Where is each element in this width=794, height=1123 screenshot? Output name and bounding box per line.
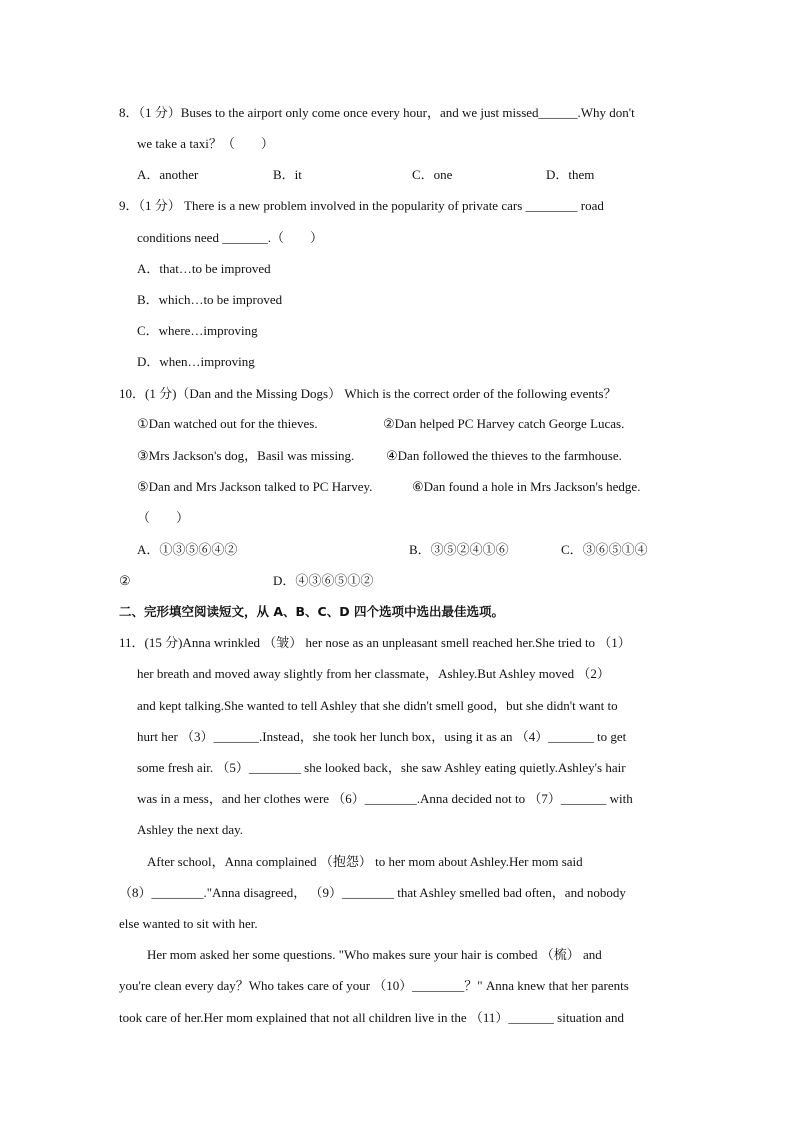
q11-para2-line2: （8）________."Anna disagreed， （9）________ that Ashley smelled bad often，and nobody [119, 885, 626, 900]
q9-option-d: D．when…improving [137, 354, 255, 369]
q10-event-2: ②Dan helped PC Harvey catch George Lucas. [383, 416, 625, 431]
q8-option-c: C．one [412, 167, 453, 182]
q11-para3-line1: Her mom asked her some questions. "Who makes sure your hair is combed （梳） and [147, 947, 602, 962]
q9-option-b: B．which…to be improved [137, 292, 283, 307]
q10-option-c: C．③⑥⑤①④ [561, 542, 648, 557]
q11-line4: hurt her （3）_______.Instead，she took her lunch box，using it as an （4）_______ to get [137, 729, 627, 744]
q11-para3-line2: you're clean every day？Who takes care of your （10）________？" Anna knew that her parents [119, 978, 629, 993]
q8-option-d: D．them [546, 167, 595, 182]
q9-option-c: C．where…improving [137, 323, 258, 338]
q9-option-a: A．that…to be improved [137, 261, 271, 276]
q11-line5: some fresh air. （5）________ she looked back，she saw Ashley eating quietly.Ashley's hair [137, 760, 626, 775]
q10-option-c-cont: ② [119, 573, 131, 588]
q11-line2: her breath and moved away slightly from her classmate，Ashley.But Ashley moved （2） [137, 666, 610, 681]
q9-line1: 9．（1 分） There is a new problem involved in the popularity of private cars ________ road [119, 198, 604, 213]
q10-event-5: ⑤Dan and Mrs Jackson talked to PC Harvey. [137, 479, 373, 494]
q11-line1: 11．(15 分)Anna wrinkled （皱） her nose as an unpleasant smell reached her.She tried to （1） [119, 635, 631, 650]
q11-line7: Ashley the next day. [137, 822, 244, 837]
q10-event-4: ④Dan followed the thieves to the farmhouse. [386, 448, 622, 463]
q8-option-a: A．another [137, 167, 199, 182]
section-heading: 二、完形填空阅读短文，从 A、B、C、D 四个选项中选出最佳选项。 [119, 604, 504, 619]
q10-event-6: ⑥Dan found a hole in Mrs Jackson's hedge. [412, 479, 641, 494]
q11-line3: and kept talking.She wanted to tell Ashley that she didn't smell good，but she didn't want to [137, 698, 618, 713]
q10-line1: 10．(1 分)（Dan and the Missing Dogs） Which is the correct order of the following events？ [119, 386, 617, 401]
q8-line1: 8．（1 分）Buses to the airport only come once every hour，and we just missed______.Why don't [119, 105, 635, 120]
q10-event-3: ③Mrs Jackson's dog，Basil was missing. [137, 448, 355, 463]
q10-answer-paren: （ ） [137, 510, 190, 525]
q11-para2-line1: After school，Anna complained （抱怨） to her mom about Ashley.Her mom said [147, 854, 583, 869]
q11-para2-line3: else wanted to sit with her. [119, 916, 258, 931]
q11-para3-line3: took care of her.Her mom explained that not all children live in the （11）_______ situation and [119, 1010, 624, 1025]
q8-option-b: B．it [273, 167, 302, 182]
q8-line2: we take a taxi？（ ） [137, 136, 274, 151]
q10-event-1: ①Dan watched out for the thieves. [137, 416, 318, 431]
q10-option-d: D．④③⑥⑤①② [273, 573, 374, 588]
q10-option-a: A．①③⑤⑥④② [137, 542, 238, 557]
q11-line6: was in a mess，and her clothes were （6）________.Anna decided not to （7）_______ with [137, 791, 633, 806]
q10-option-b: B．③⑤②④①⑥ [409, 542, 509, 557]
q9-line2: conditions need _______.（ ） [137, 230, 323, 245]
